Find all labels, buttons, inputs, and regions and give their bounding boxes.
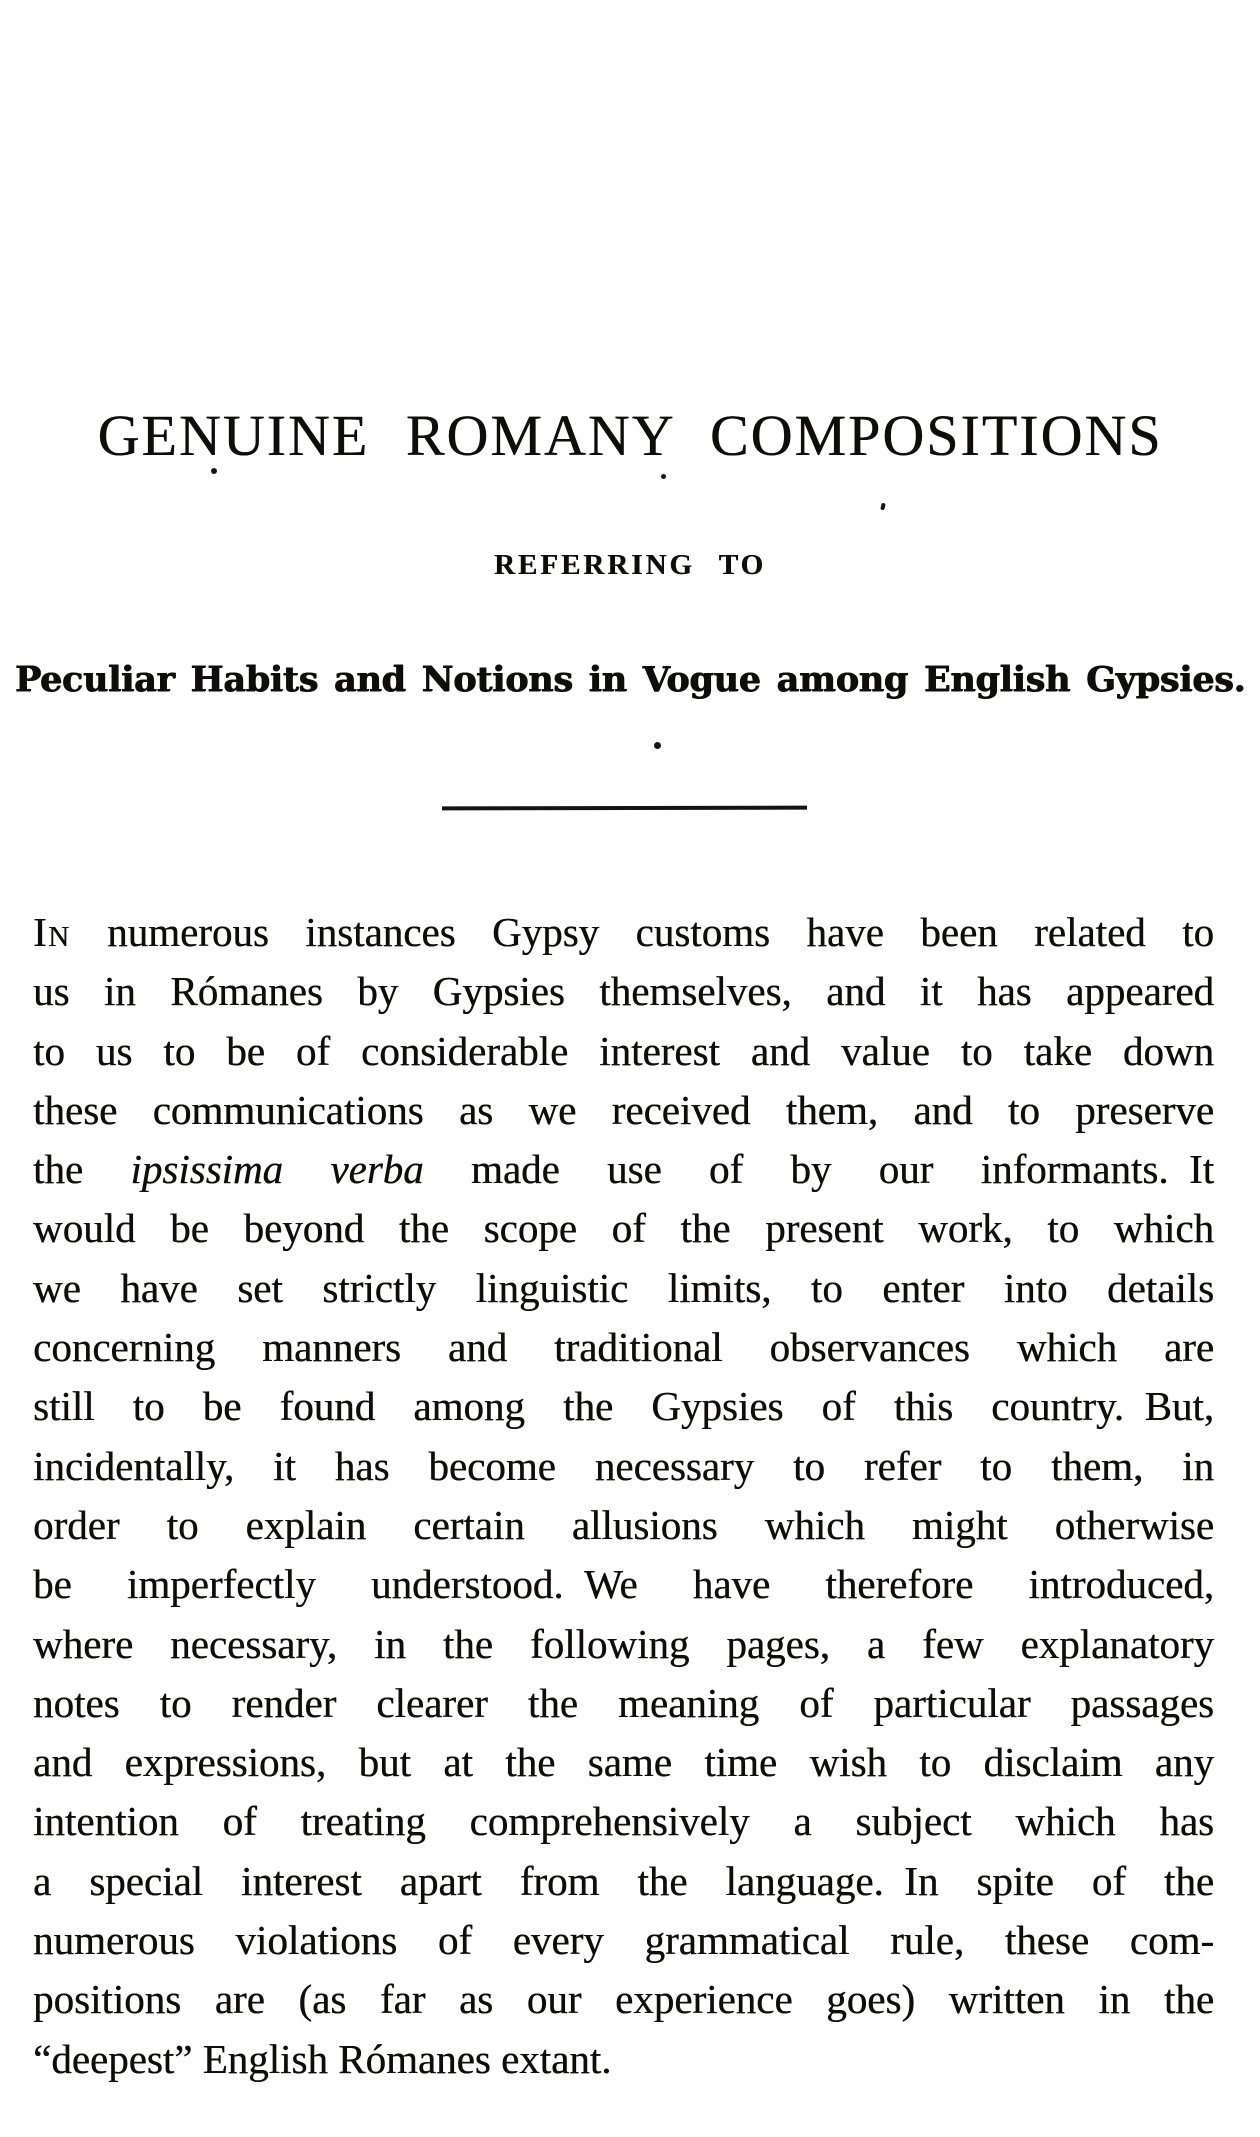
body-text-line <box>33 903 1214 962</box>
body-text-line <box>33 1555 1214 1614</box>
body-text-line <box>33 1674 1214 1733</box>
body-text-italic: ipsissima verba <box>130 1146 424 1193</box>
body-text-run: made use of by our informants. It <box>423 1146 1214 1193</box>
body-text-line <box>33 1437 1214 1496</box>
scan-speck <box>211 468 217 474</box>
body-text-line <box>33 1852 1214 1911</box>
body-text-run: the <box>33 1146 131 1193</box>
page-title: GENUINE ROMANY COMPOSITIONS <box>97 403 1163 468</box>
subtitle-blackletter: Peculiar Habits and Notions in Vogue among English Gypsies. <box>14 659 1246 700</box>
body-text-run: “deepest” English Rómanes extant. <box>33 2035 612 2082</box>
body-text-line <box>33 962 1214 1021</box>
body-text-line <box>33 1199 1214 1258</box>
body-text-smallcaps: In <box>33 909 71 955</box>
body-text-line <box>33 2030 1214 2089</box>
body-text-run: concerning manners and traditional observances which are <box>33 1324 1214 1371</box>
body-text-run: a special interest apart from the language. In spite of the <box>33 1857 1214 1904</box>
body-text-run: still to be found among the Gypsies of this country. But, <box>33 1383 1214 1430</box>
body-text-run: us in Rómanes by Gypsies themselves, and it has appeared <box>33 968 1214 1015</box>
kicker-referring-to: REFERRING TO <box>493 549 767 581</box>
body-text-line <box>33 1970 1214 2029</box>
body-text-line <box>33 1140 1214 1199</box>
body-text-run: be imperfectly understood. We have therefore introduced, <box>33 1561 1214 1608</box>
body-text-line <box>33 1792 1214 1851</box>
body-text-run: notes to render clearer the meaning of particular passages <box>33 1679 1214 1726</box>
body-paragraph <box>33 903 1214 2089</box>
body-text-run: intention of treating comprehensively a subject which has <box>33 1798 1214 1845</box>
scan-speck <box>880 503 886 511</box>
body-text-run: positions are (as far as our experience goes) written in the <box>33 1976 1214 2023</box>
body-text-line <box>33 1496 1214 1555</box>
body-text-line <box>33 1615 1214 1674</box>
body-text-line <box>33 1081 1214 1140</box>
scan-speck <box>654 742 661 749</box>
body-text-run: would be beyond the scope of the present work, to which <box>33 1205 1214 1252</box>
body-text-line <box>33 1733 1214 1792</box>
body-text-run: numerous violations of every grammatical rule, these com- <box>33 1917 1214 1964</box>
body-text-run: these communications as we received them, and to preserve <box>33 1086 1214 1133</box>
scan-speck <box>661 474 666 479</box>
body-text-line <box>33 1911 1214 1970</box>
body-text-run: numerous instances Gypsy customs have been related to <box>70 909 1214 955</box>
body-text-line <box>33 1377 1214 1436</box>
body-text-line <box>33 1318 1214 1377</box>
body-text-run: to us to be of considerable interest and value to take down <box>33 1027 1214 1074</box>
body-text-line <box>33 1022 1214 1081</box>
body-text-run: incidentally, it has become necessary to refer to them, in <box>33 1442 1214 1489</box>
body-text-run: we have set strictly linguistic limits, to enter into details <box>33 1264 1214 1311</box>
divider-rule <box>442 806 807 811</box>
body-text-run: where necessary, in the following pages, a few explanatory <box>33 1620 1214 1667</box>
body-text-line <box>33 1259 1214 1318</box>
body-text-run: order to explain certain allusions which might otherwise <box>33 1501 1214 1548</box>
body-text-run: and expressions, but at the same time wish to disclaim any <box>33 1739 1214 1786</box>
